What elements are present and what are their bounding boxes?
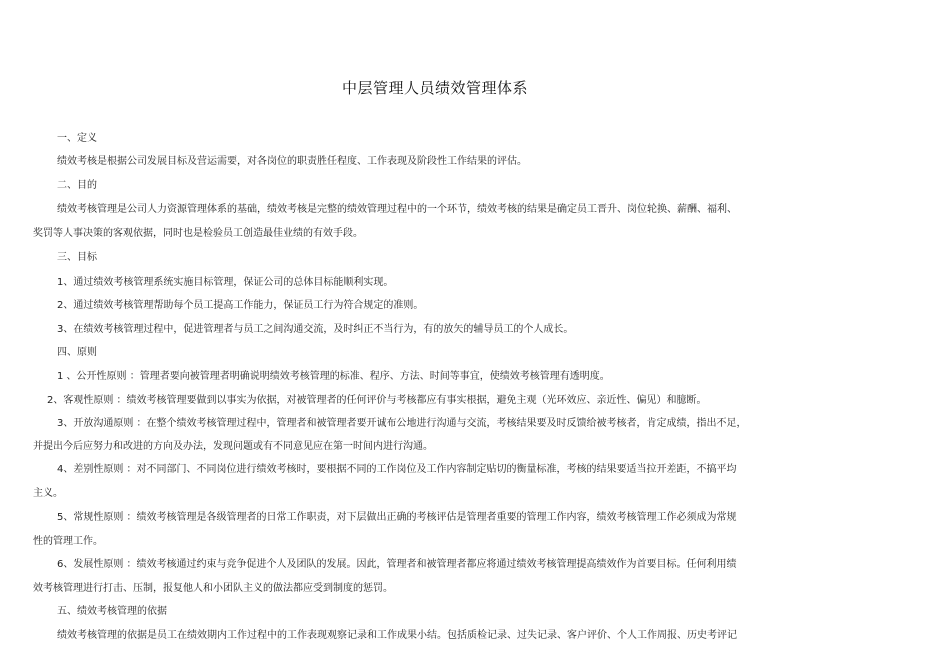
section-heading-basis: 五、绩效考核管理的依据 [57,606,167,617]
paragraph-basis-line-1: 绩效考核管理的依据是员工在绩效期内工作过程中的工作表现观察记录和工作成果小结。包括质检记录、过失记录、客户评价、个人工作周报、历史考评记 [57,630,737,641]
paragraph-definition: 绩效考核是根据公司发展目标及营运需要，对各岗位的职责胜任程度、工作表现及阶段性工作结果的评估。 [57,156,527,167]
document-title: 中层管理人员绩效管理体系 [341,79,528,97]
section-heading-principles: 四、原则 [57,347,97,358]
principle-item-6-line-1: 6、发展性原则 ：绩效考核通过约束与竞争促进个人及团队的发展。因此，管理者和被管理者都应将通过绩效考核管理提高绩效作为首要目标。任何利用绩 [57,559,737,570]
principle-item-2: 2、客观性原则 ：绩效考核管理要做到以事实为依据，对被管理者的任何评价与考核都应有事实根据，避免主观（光环效应、亲近性、偏见）和臆断。 [47,395,707,406]
section-heading-purpose: 二、目的 [57,180,97,191]
principle-item-4-line-2: 主义。 [33,488,63,499]
principle-item-5-line-2: 性的管理工作。 [33,536,103,547]
section-heading-definition: 一、定义 [57,133,97,144]
goal-item-1: 1、通过绩效考核管理系统实施目标管理，保证公司的总体目标能顺利实现。 [57,277,394,288]
principle-item-5-line-1: 5、常规性原则 ：绩效考核管理是各级管理者的日常工作职责，对下层做出正确的考核评估是管理者重要的管理工作内容，绩效考核管理工作必须成为常规 [57,512,737,523]
section-heading-goals: 三、目标 [57,252,97,263]
principle-item-4-line-1: 4、差别性原则 ：对不同部门、不同岗位进行绩效考核时，要根据不同的工作岗位及工作内容制定贴切的衡量标准，考核的结果要适当拉开差距，不搞平均 [57,464,737,475]
principle-item-1: 1 、公开性原则 ：管理者要向被管理者明确说明绩效考核管理的标准、程序、方法、时间等事宜，使绩效考核管理有透明度。 [57,371,610,382]
goal-item-2: 2、通过绩效考核管理帮助每个员工提高工作能力，保证员工行为符合规定的准则。 [57,300,424,311]
principle-item-3-line-2: 并提出今后应努力和改进的方向及办法，发现问题或有不同意见应在第一时间内进行沟通。 [33,441,433,452]
goal-item-3: 3、在绩效考核管理过程中，促进管理者与员工之间沟通交流，及时纠正不当行为，有的放矢的辅导员工的个人成长。 [57,324,574,335]
principle-item-6-line-2: 效考核管理进行打击、压制，报复他人和小团队主义的做法都应受到制度的惩罚。 [33,583,393,594]
principle-item-3-line-1: 3、开放沟通原则 ：在整个绩效考核管理过程中，管理者和被管理者要开诚布公地进行沟通与交流，考核结果要及时反馈给被考核者，肯定成绩，指出不足， [57,418,747,429]
paragraph-purpose-line-1: 绩效考核管理是公司人力资源管理体系的基础，绩效考核是完整的绩效管理过程中的一个环节，绩效考核的结果是确定员工晋升、岗位轮换、薪酬、福利、 [57,204,737,215]
paragraph-purpose-line-2: 奖罚等人事决策的客观依据，同时也是检验员工创造最佳业绩的有效手段。 [33,228,363,239]
